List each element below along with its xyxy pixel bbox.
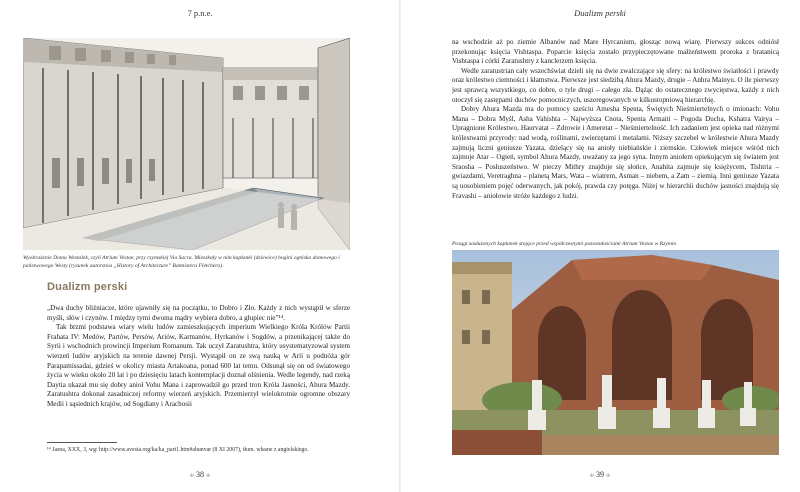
ruins-photo-illustration <box>452 250 779 455</box>
left-figure-caption: Wyobrażenie Domu Westalek, czyli Atrium Vestae, przy rzymskiej Via Sacra. Mieszkały w nim kapłanki (dziewice) bogini ogniska domowego i państwowego Westy (rysunek autorstwa „History of Architecture” Bannistera Fletchera). <box>23 255 340 269</box>
folio-ornament: ✣ <box>606 474 611 479</box>
paragraph: „Dwa duchy bliźniacze, które ujawniły się na początku, to Dobro i Zło. Każdy z nich wystąpił w sferze myśli, słów i czynów. I między tymi dwoma mądry wybiera dobro, a głupiec nie”¹⁴. <box>47 304 350 322</box>
right-figure-caption: Posągi zasłużonych kapłanek stojące przed współczesnymi pozostałościami Atrium Vestae w Rzymie. <box>452 241 678 247</box>
folio-ornament: ✣ <box>589 474 594 479</box>
page-number-text: 38 <box>196 470 204 479</box>
right-body-text <box>452 38 779 236</box>
left-running-header: 7 p.n.e. <box>187 8 213 18</box>
paragraph: Dobry Ahura Mazda ma do pomocy sześciu Amesha Spenta, Świętych Nieśmiertelnych o imionach: Vohu Mana – Dobra Myśl, Asha Vahishta – Najwyższa Cnota, Spenta Armaiti – Pogoda Ducha, Kshatra Vairya – Upragnione Królestwo, Haurvatat – Zdrowie i Ameretat – Nieśmiertelność. Ich zadaniem jest opieka nad różnymi królestwami przyrody: nad wodą, roślinami, zwierzętami i metalami. Niższy szczebel w królestwie Ahura Mazdy zajmują liczni geniusze Yazata, dzielący się na anioły niebiańskie i ziemskie. Człowiek miejsce wśród nich zajmuje Atar – Ogień, symbol Ahura Mazdy, uważany za jego syna. Innym aniołem opiekującym się światem jest Sraosha – Posłuszeństwo. W pieczy Mithry znajduje się słońce, Anahita zajmuje się księżycem, Tishtria – gwiazdami, Veretraghna – planetą Mars, Wata – wiatrem, Asman – niebem, a Zam – ziemią. Inni geniusze Yazata są uosobieniem pojęć oderwanych, jak pokój, prawda czy potęga. Niżej w hierarchii duchów jasności znajdują się Fravashi – aniołowie stróże każdego z ludzi. <box>452 105 779 200</box>
section-title: Dualizm perski <box>47 281 128 293</box>
left-body-text <box>47 304 350 438</box>
engraving-illustration <box>23 38 350 250</box>
left-page-number <box>160 470 240 479</box>
atrium-vestae-ruins-photo <box>452 250 779 455</box>
atrium-vestae-drawing <box>23 38 350 250</box>
paragraph: Wedle zaratustrian cały wszechświat dzieli się na dwie zwalczające się sfery: na królestwo światłości i prawdy oraz królestwo ciemności i kłamstwa. Pierwsze jest siedzibą Ahura Mazdy, drugie – Anhra Mainyu. O ile pierwszy jest sprawcą wszystkiego, co dobre, o tyle drugi – całego zła. Dążąc do ostatecznego zwycięstwa, każdy z nich otoczył się zastępami duchów pomocniczych, uszeregowanych w kilkustopniową hierarchię. <box>452 66 779 104</box>
right-running-header: Dualizm perski <box>574 8 626 18</box>
paragraph: na wschodzie aż po ziemie Albanów nad Mare Hyrcanium, głosząc nową wiarę. Pierwszy sukces odniósł przekonując księcia Vishtaspa. Poparcie księcia zostało przypieczętowane małżeństwem proroka z bratanicą Vishtaspa i córki Zaratushtry z kanclerzem księcia. <box>452 38 779 66</box>
page-number-text: 39 <box>596 470 604 479</box>
paragraph: Tak brzmi podstawa wiary wielu ludów zamieszkujących imperium Wielkiego Króla Królów Partii Frahata IV: Medów, Partów, Persów, Ariów, Karmanów, Hyrkanów i Sogdów, a przenikającej także do Syrii i wschodnich prowincji Imperium Romanum. Tak uczył Zaratushtra, który usystematyzował system wierzeń ludów aryjskich na terenie dawnej Persji. Wystąpił on ze swą nauką w Arii u podnóża gór Parapamissadai, gdzieś w okolicy miasta Artakoana, ponad 600 lat temu. Odsunął się on od światowego życia w wieku około 20 lat i po dziesięciu latach kontemplacji doznał olśnienia. Wedle legendy, nad rzeką Daytia ukazał mu się dobry anioł Vohu Mana i zaprowadził go przed tron Króla Jasności, Ahura Mazdy. Zaratushtra dokonał zasadniczej reformy wierzeń aryjskich. Przemierzył wielokrotnie ogromne obszary Medii i sąsiednich krajów, od Sogdiany i Arachosii <box>47 323 350 408</box>
footnote: ¹⁴ Jasna, XXX, 3, wg: http://www.avesta.org/ka/ka_part1.htm#ahunvar (8 XI 2007), tłum. własne z angielskiego. <box>47 447 309 453</box>
folio-ornament: ✣ <box>206 474 211 479</box>
folio-ornament: ✣ <box>189 474 194 479</box>
footnote-rule <box>47 442 117 443</box>
right-page-number <box>560 470 640 479</box>
